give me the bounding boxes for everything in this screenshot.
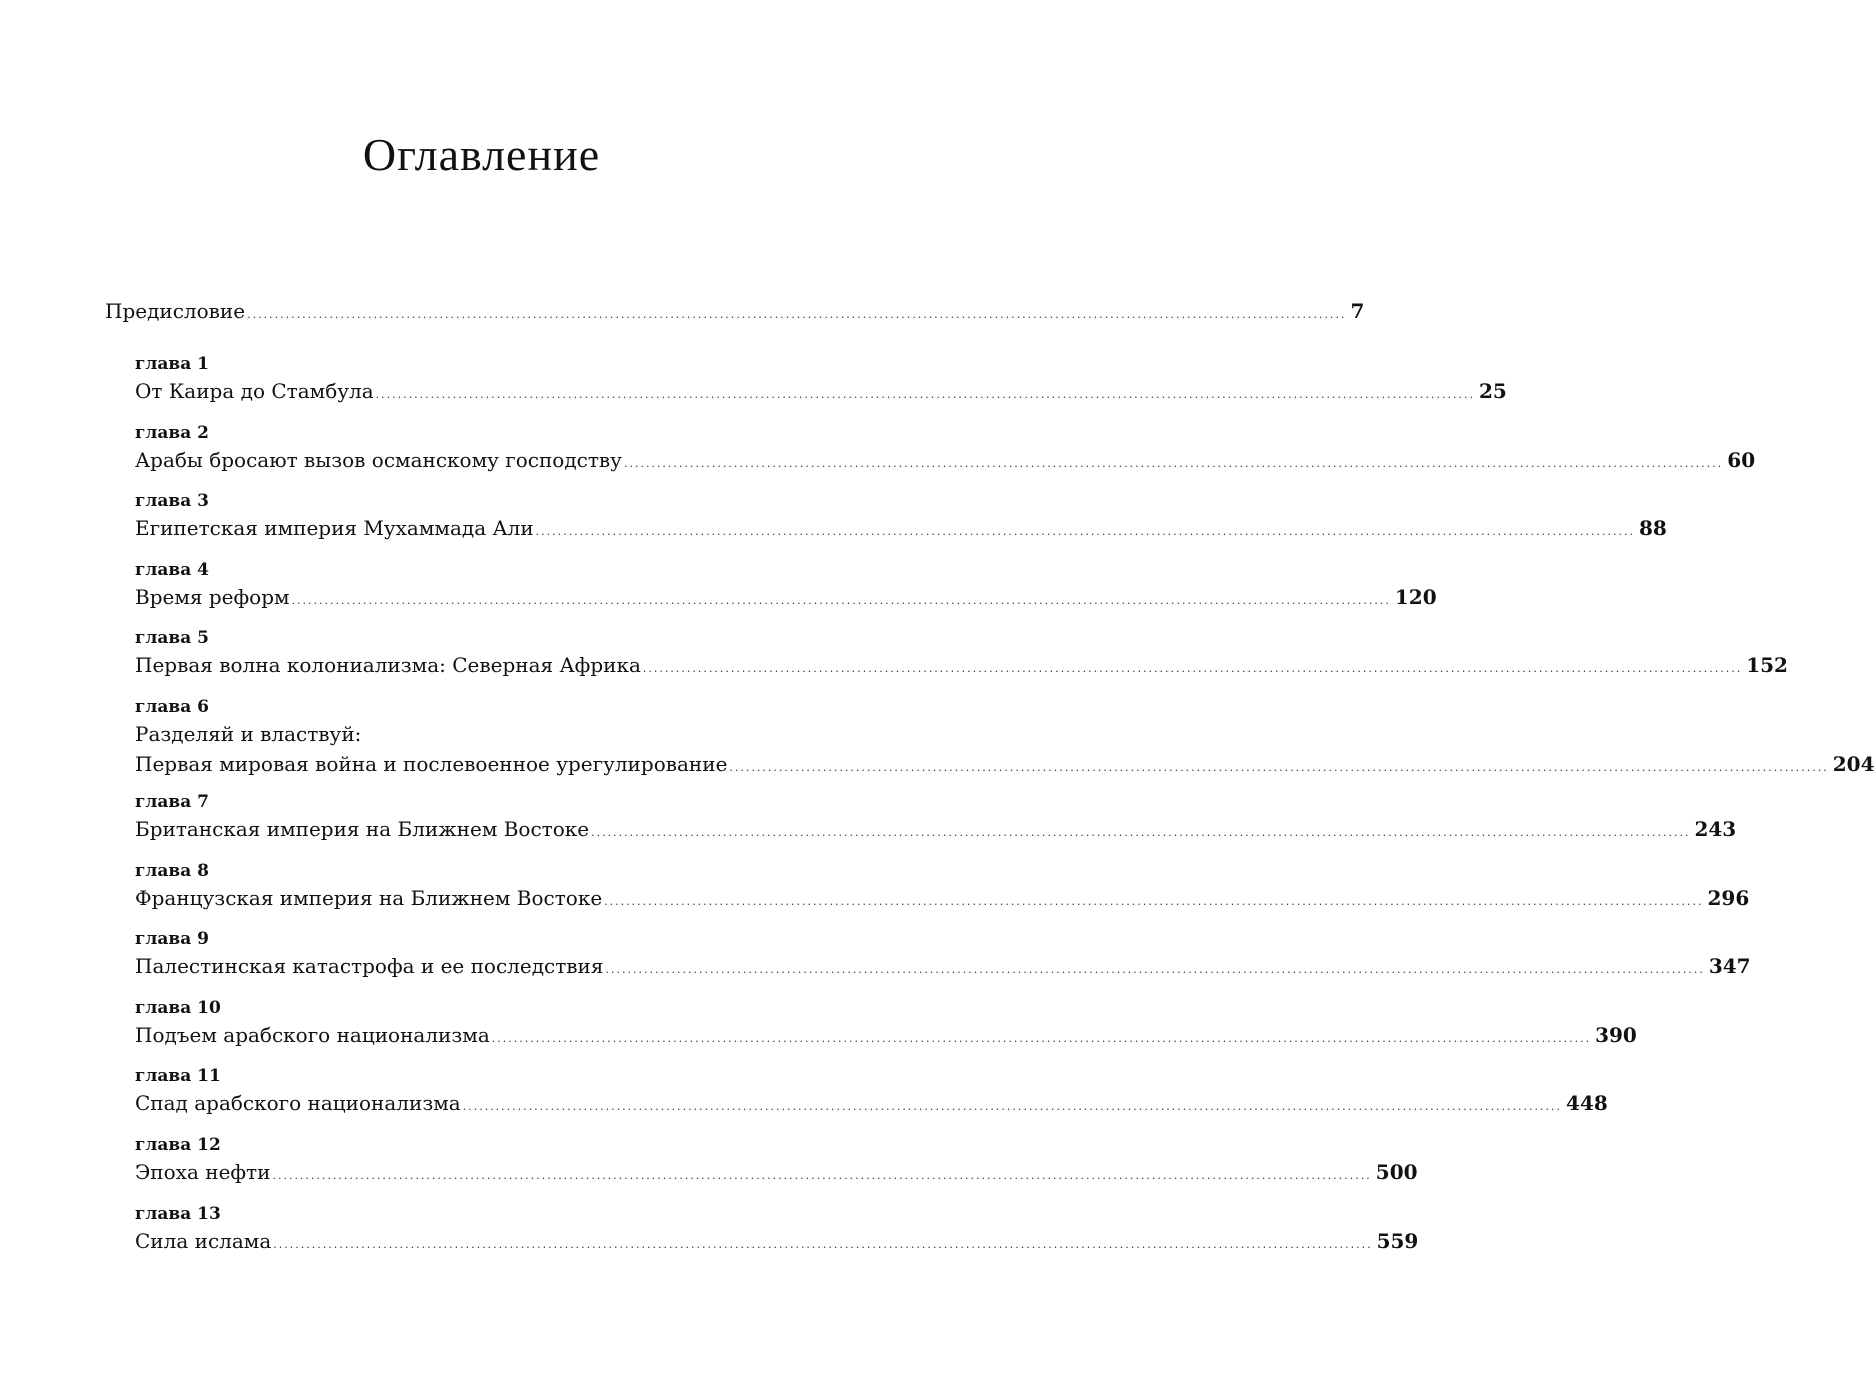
toc-entry-chapter[interactable]	[105, 695, 1875, 790]
chapter-number: глава 13	[135, 1203, 221, 1224]
entry-page-number: 88	[1639, 516, 1667, 541]
page-title: Оглавление	[362, 129, 601, 180]
chapter-number: глава 3	[135, 491, 209, 512]
toc-entry-chapter[interactable]	[105, 859, 1750, 928]
dot-leader: ........................................................................................................................................................................................................	[535, 525, 1635, 539]
entry-title: Первая волна колониализма: Северная Африка	[135, 653, 641, 678]
chapter-number: глава 11	[135, 1066, 221, 1087]
chapter-number: глава 8	[135, 860, 209, 881]
entry-page-number: 243	[1694, 816, 1737, 841]
entry-title: Спад арабского национализма	[135, 1091, 461, 1116]
toc-entry-chapter[interactable]	[105, 421, 1756, 490]
toc-entry-chapter[interactable]	[105, 1133, 1418, 1202]
toc-entry-chapter[interactable]	[105, 790, 1737, 859]
entry-page-number: 559	[1376, 1228, 1419, 1253]
chapter-number: глава 1	[135, 354, 209, 374]
toc-entry-chapter[interactable]	[105, 996, 1637, 1065]
entry-page-number: 500	[1375, 1159, 1418, 1184]
entry-title-line1: Разделяй и властвуй:	[135, 721, 362, 746]
toc-entry-chapter[interactable]	[105, 558, 1437, 627]
dot-leader: ........................................................................................................................................................................................................	[273, 1237, 1373, 1251]
chapter-number: глава 4	[135, 559, 209, 580]
entry-page-number: 25	[1478, 379, 1507, 403]
chapter-number: глава 5	[135, 628, 209, 649]
dot-leader: ........................................................................................................................................................................................................	[272, 1168, 1372, 1182]
entry-title: Египетская империя Мухаммада Али	[135, 516, 534, 541]
entry-title: Арабы бросают вызов османскому господству	[135, 447, 622, 472]
entry-title: Первая мировая война и послевоенное урегулирование	[135, 751, 728, 776]
entry-page-number: 204	[1832, 751, 1875, 776]
entry-page-number: 296	[1707, 885, 1750, 910]
entry-title: Время реформ	[135, 584, 290, 609]
entry-title: Британская империя на Ближнем Востоке	[135, 816, 590, 841]
dot-leader: ........................................................................................................................................................................................................	[591, 825, 1691, 839]
chapter-number: глава 10	[135, 997, 221, 1018]
entry-title: Подъем арабского национализма	[135, 1022, 490, 1047]
toc-entry-chapter[interactable]	[105, 1202, 1419, 1271]
entry-title: Палестинская катастрофа и ее последствия	[135, 954, 604, 979]
dot-leader: ........................................................................................................................................................................................................	[291, 593, 1391, 607]
dot-leader: ........................................................................................................................................................................................................	[604, 894, 1704, 908]
table-of-contents	[105, 296, 1875, 1270]
dot-leader: ........................................................................................................................................................................................................	[605, 963, 1705, 977]
toc-entry-chapter[interactable]	[105, 927, 1751, 996]
dot-leader: ........................................................................................................................................................................................................	[491, 1031, 1592, 1045]
entry-title: Предисловие	[105, 299, 246, 323]
chapter-number: глава 6	[135, 696, 209, 717]
entry-title: Сила ислама	[135, 1228, 272, 1253]
entry-page-number: 7	[1350, 299, 1365, 323]
entry-title: Эпоха нефти	[135, 1159, 271, 1184]
entry-page-number: 448	[1566, 1091, 1608, 1116]
toc-entry-chapter[interactable]	[105, 352, 1507, 421]
toc-entry-chapter[interactable]	[105, 626, 1788, 695]
entry-page-number: 347	[1708, 954, 1751, 979]
chapter-number: глава 7	[135, 791, 209, 812]
entry-title: Французская империя на Ближнем Востоке	[135, 885, 603, 910]
dot-leader: ........................................................................................................................................................................................................	[729, 760, 1829, 774]
entry-page-number: 120	[1394, 584, 1437, 609]
chapter-number: глава 2	[135, 422, 209, 443]
chapter-number: глава 9	[135, 929, 209, 950]
toc-entry-preface[interactable]	[105, 296, 1365, 330]
entry-page-number: 152	[1746, 653, 1788, 678]
dot-leader: ........................................................................................................................................................................................................	[375, 388, 1475, 401]
chapter-number: глава 12	[135, 1134, 221, 1155]
dot-leader: ........................................................................................................................................................................................................	[623, 456, 1724, 470]
toc-entry-chapter[interactable]	[105, 1064, 1608, 1133]
entry-page-number: 60	[1727, 447, 1756, 472]
entry-page-number: 390	[1595, 1022, 1637, 1047]
dot-leader: ........................................................................................................................................................................................................	[462, 1100, 1563, 1114]
dot-leader: ........................................................................................................................................................................................................	[642, 662, 1743, 676]
entry-title: От Каира до Стамбула	[135, 379, 374, 403]
dot-leader: ........................................................................................................................................................................................................	[247, 308, 1347, 321]
toc-entry-chapter[interactable]	[105, 489, 1667, 558]
